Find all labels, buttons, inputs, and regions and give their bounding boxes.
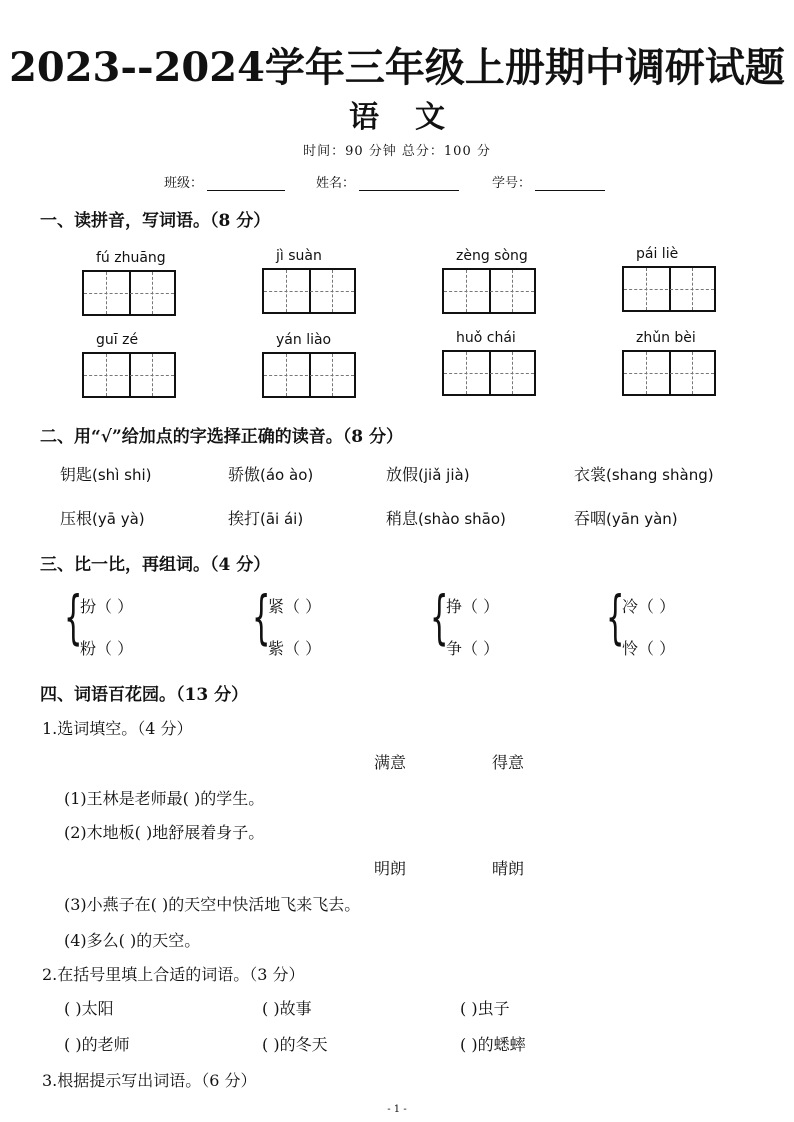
class-field	[164, 172, 285, 191]
pinyin-label: jì suàn	[276, 248, 322, 264]
compare-bottom-3[interactable]: 争（ ）	[446, 639, 500, 658]
section4-heading: 四、词语百花园。（13 分）	[40, 685, 249, 705]
grid-line	[264, 375, 354, 376]
compare-top-3[interactable]: 挣（ ）	[446, 597, 500, 616]
name-blank[interactable]	[359, 176, 459, 191]
writing-grid[interactable]	[442, 350, 536, 396]
compare-bottom-2[interactable]: 紫（ ）	[268, 639, 322, 658]
q1-sentence-2[interactable]: (2)木地板( )地舒展着身子。	[64, 823, 265, 842]
grid-line	[264, 291, 354, 292]
page-number: - 1 -	[387, 1104, 407, 1115]
subject-title: 语文	[349, 100, 481, 135]
compare-bottom-4[interactable]: 怜（ ）	[622, 639, 676, 658]
reading-item-3[interactable]: 放假(jiǎ jià)	[386, 465, 470, 484]
fill-2-3[interactable]: ( )的蟋蟀	[460, 1035, 526, 1054]
name-field	[316, 172, 459, 191]
compare-top-1[interactable]: 扮（ ）	[80, 597, 134, 616]
compare-top-4[interactable]: 冷（ ）	[622, 597, 676, 616]
compare-bottom-1[interactable]: 粉（ ）	[80, 639, 134, 658]
section1-heading: 一、读拼音，写词语。（8 分）	[40, 211, 271, 231]
class-label: 班级：	[164, 176, 204, 191]
reading-item-2[interactable]: 骄傲(áo ào)	[228, 465, 314, 484]
fill-1-2[interactable]: ( )故事	[262, 999, 312, 1018]
q3-label: 3.根据提示写出词语。（6 分）	[42, 1071, 257, 1090]
fill-1-1[interactable]: ( )太阳	[64, 999, 114, 1018]
pinyin-label: zhǔn bèi	[636, 330, 696, 346]
choice-b-1: 明朗	[374, 859, 407, 878]
grid-line	[444, 373, 534, 374]
choice-b-2: 晴朗	[492, 859, 525, 878]
writing-grid[interactable]	[82, 352, 176, 398]
grid-line	[444, 291, 534, 292]
section3-heading: 三、比一比，再组词。（4 分）	[40, 555, 271, 575]
q1-label: 1.选词填空。（4 分）	[42, 719, 193, 738]
reading-item-7[interactable]: 稍息(shào shāo)	[386, 509, 506, 528]
q1-sentence-1[interactable]: (1)王林是老师最( )的学生。	[64, 789, 265, 808]
brace-2: {	[252, 583, 271, 651]
writing-grid[interactable]	[622, 266, 716, 312]
writing-grid[interactable]	[622, 350, 716, 396]
brace-3: {	[430, 583, 449, 651]
q1-sentence-3[interactable]: (3)小燕子在( )的天空中快活地飞来飞去。	[64, 895, 361, 914]
grid-line	[624, 373, 714, 374]
reading-item-5[interactable]: 压根(yā yà)	[60, 509, 145, 528]
compare-top-2[interactable]: 紧（ ）	[268, 597, 322, 616]
reading-item-8[interactable]: 吞咽(yān yàn)	[574, 509, 678, 528]
grid-line	[84, 375, 174, 376]
writing-grid[interactable]	[262, 352, 356, 398]
section2-heading: 二、用“√”给加点的字选择正确的读音。（8 分）	[40, 427, 403, 447]
reading-item-4[interactable]: 衣裳(shang shàng)	[574, 465, 714, 484]
pinyin-label: huǒ chái	[456, 330, 516, 346]
id-blank[interactable]	[535, 176, 605, 191]
brace-4: {	[606, 583, 625, 651]
grid-line	[84, 293, 174, 294]
choice-a-1: 满意	[374, 753, 407, 772]
pinyin-label: guī zé	[96, 332, 139, 348]
choice-a-2: 得意	[492, 753, 525, 772]
page-title: 2023--2024学年三年级上册期中调研试题	[9, 44, 785, 91]
writing-grid[interactable]	[82, 270, 176, 316]
writing-grid[interactable]	[262, 268, 356, 314]
pinyin-label: fú zhuāng	[96, 250, 166, 266]
fill-1-3[interactable]: ( )虫子	[460, 999, 510, 1018]
q1-sentence-4[interactable]: (4)多么( )的天空。	[64, 931, 201, 950]
class-blank[interactable]	[207, 176, 285, 191]
q2-label: 2.在括号里填上合适的词语。（3 分）	[42, 965, 305, 984]
time-info: 时间：90 分钟 总分：100 分	[303, 144, 491, 159]
writing-grid[interactable]	[442, 268, 536, 314]
id-label: 学号：	[492, 176, 532, 191]
brace-1: {	[64, 583, 83, 651]
grid-line	[624, 289, 714, 290]
pinyin-label: pái liè	[636, 246, 679, 262]
id-field	[492, 172, 605, 191]
fill-2-2[interactable]: ( )的冬天	[262, 1035, 328, 1054]
reading-item-1[interactable]: 钥匙(shì shi)	[60, 465, 152, 484]
fill-2-1[interactable]: ( )的老师	[64, 1035, 130, 1054]
name-label: 姓名：	[316, 176, 356, 191]
reading-item-6[interactable]: 挨打(āi ái)	[228, 509, 304, 528]
pinyin-label: zèng sòng	[456, 248, 528, 264]
pinyin-label: yán liào	[276, 332, 332, 348]
